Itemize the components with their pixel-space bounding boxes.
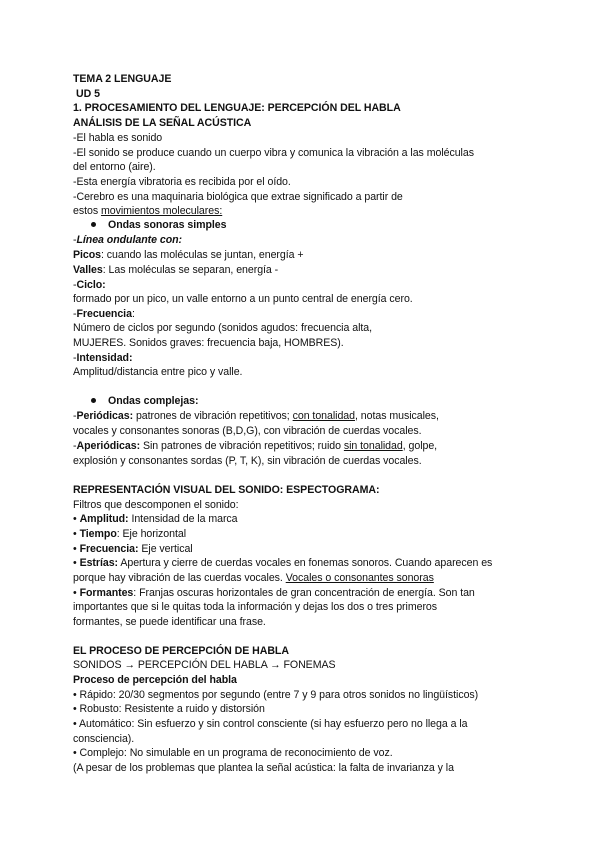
paragraph-line <box>73 263 278 278</box>
paragraph-line <box>73 409 439 424</box>
bullet-icon: • <box>73 543 80 555</box>
text-run: Sin patrones de vibración repetitivos; ruido <box>140 440 344 452</box>
paragraph-line: -El sonido se produce cuando un cuerpo vibra y comunica la vibración a las moléculas <box>73 147 474 159</box>
dash: - <box>73 352 77 364</box>
underlined-text: movimientos moleculares: <box>100 205 223 217</box>
paragraph-line: -El habla es sonido <box>73 132 163 144</box>
term-label: Línea ondulante con: <box>76 234 183 246</box>
paragraph-line <box>73 351 132 366</box>
bullet-icon: • <box>73 557 80 569</box>
paragraph-line: vocales y consonantes sonoras (B,D,G), con vibración de cuerdas vocales. <box>73 425 422 437</box>
dash: - <box>73 440 77 452</box>
paragraph-line <box>73 556 492 571</box>
bullet-heading-text: Ondas sonoras simples <box>108 219 227 231</box>
bullet-icon: • <box>73 587 80 599</box>
section1-subtitle: ANÁLISIS DE LA SEÑAL ACÚSTICA <box>73 117 252 129</box>
paragraph-line <box>73 248 304 263</box>
paragraph-line: -Cerebro es una maquinaria biológica que extrae significado a partir de <box>73 191 403 203</box>
term-label: Picos <box>73 249 102 261</box>
text-run: , golpe, <box>402 440 438 452</box>
section-title: EL PROCESO DE PERCEPCIÓN DE HABLA <box>73 645 289 657</box>
term-label: Periódicas: <box>76 410 134 422</box>
term-label: Estrías: <box>79 557 119 569</box>
paragraph-line <box>73 512 238 527</box>
paragraph-line: del entorno (aire). <box>73 161 156 173</box>
term-label: Aperiódicas: <box>76 440 141 452</box>
paragraph-line: importantes que si le quitas toda la información y dejas los dos o tres primeros <box>73 601 438 613</box>
text-run: : cuando las moléculas se juntan, energía + <box>101 249 304 261</box>
term-label: Intensidad: <box>76 352 133 364</box>
paragraph-line: formantes, se puede identificar una frase. <box>73 616 266 628</box>
text-run: : <box>131 308 135 320</box>
paragraph-line: -Esta energía vibratoria es recibida por el oído. <box>73 176 291 188</box>
term-label: Ciclo: <box>76 279 106 291</box>
unit-label: UD 5 <box>76 88 100 100</box>
dash: - <box>73 308 77 320</box>
term-label: Frecuencia <box>76 308 132 320</box>
term-label: Formantes <box>79 587 134 599</box>
text-run: patrones de vibración repetitivos; <box>133 410 293 422</box>
paragraph-line: MUJERES. Sonidos graves: frecuencia baja, HOMBRES). <box>73 337 344 349</box>
paragraph-line: Número de ciclos por segundo (sonidos agudos: frecuencia alta, <box>73 322 372 334</box>
term-label: Frecuencia: <box>79 543 139 555</box>
paragraph-line <box>73 278 106 293</box>
dash: - <box>73 410 77 422</box>
paragraph-line: Amplitud/distancia entre pico y valle. <box>73 366 243 378</box>
term-label: Amplitud: <box>79 513 129 525</box>
paragraph-line: Filtros que descomponen el sonido: <box>73 499 239 511</box>
text-run: Apertura y cierre de cuerdas vocales en fonemas sonoros. Cuando aparecen es <box>118 557 493 569</box>
doc-title: TEMA 2 LENGUAJE <box>73 73 172 85</box>
paragraph-line: (A pesar de los problemas que plantea la señal acústica: la falta de invarianza y la <box>73 762 454 774</box>
text-run: Eje vertical <box>138 543 193 555</box>
section-title: REPRESENTACIÓN VISUAL DEL SONIDO: ESPECTOGRAMA: <box>73 484 380 496</box>
bullet-heading <box>91 218 226 233</box>
bullet-dot-icon <box>91 398 96 403</box>
paragraph-line <box>73 307 135 322</box>
term-label: Valles <box>73 264 103 276</box>
text-run: : Las moléculas se separan, energía - <box>102 264 279 276</box>
text-run: estos <box>73 205 101 217</box>
underlined-text: Vocales o consonantes sonoras <box>285 572 434 584</box>
text-run: porque hay vibración de las cuerdas vocales. <box>73 572 286 584</box>
term-label: Tiempo <box>79 528 117 540</box>
text-run: Intensidad de la marca <box>128 513 238 525</box>
paragraph-line: explosión y consonantes sordas (P, T, K), sin vibración de cuerdas vocales. <box>73 455 422 467</box>
dash: - <box>73 234 77 246</box>
paragraph-line <box>73 527 186 542</box>
bullet-dot-icon <box>91 222 96 227</box>
bullet-icon: • <box>73 513 80 525</box>
bullet-heading <box>91 394 198 409</box>
paragraph-line: SONIDOS → PERCEPCIÓN DEL HABLA → FONEMAS <box>73 659 336 671</box>
bullet-heading-text: Ondas complejas: <box>108 395 199 407</box>
section1-title: 1. PROCESAMIENTO DEL LENGUAJE: PERCEPCIÓN DEL HABLA <box>73 102 401 114</box>
paragraph-line <box>73 233 182 248</box>
paragraph-line: • Complejo: No simulable en un programa de reconocimiento de voz. <box>73 747 393 759</box>
paragraph-line <box>73 204 222 219</box>
bullet-icon: • <box>73 528 80 540</box>
paragraph-line: consciencia). <box>73 733 135 745</box>
paragraph-line <box>73 439 437 454</box>
text-run: : Eje horizontal <box>116 528 187 540</box>
paragraph-line <box>73 542 193 557</box>
text-run: : Franjas oscuras horizontales de gran concentración de energía. Son tan <box>133 587 475 599</box>
underlined-text: sin tonalidad <box>343 440 403 452</box>
dash: - <box>73 279 77 291</box>
text-run: , notas musicales, <box>354 410 439 422</box>
underlined-text: con tonalidad <box>292 410 355 422</box>
paragraph-line <box>73 586 475 601</box>
paragraph-line: • Automático: Sin esfuerzo y sin control consciente (si hay esfuerzo pero no llega a la <box>73 718 468 730</box>
paragraph-line: • Robusto: Resistente a ruido y distorsión <box>73 703 265 715</box>
paragraph-line <box>73 571 434 586</box>
subsection-title: Proceso de percepción del habla <box>73 674 237 686</box>
paragraph-line: formado por un pico, un valle entorno a un punto central de energía cero. <box>73 293 413 305</box>
paragraph-line: • Rápido: 20/30 segmentos por segundo (entre 7 y 9 para otros sonidos no lingüísticos) <box>73 689 479 701</box>
